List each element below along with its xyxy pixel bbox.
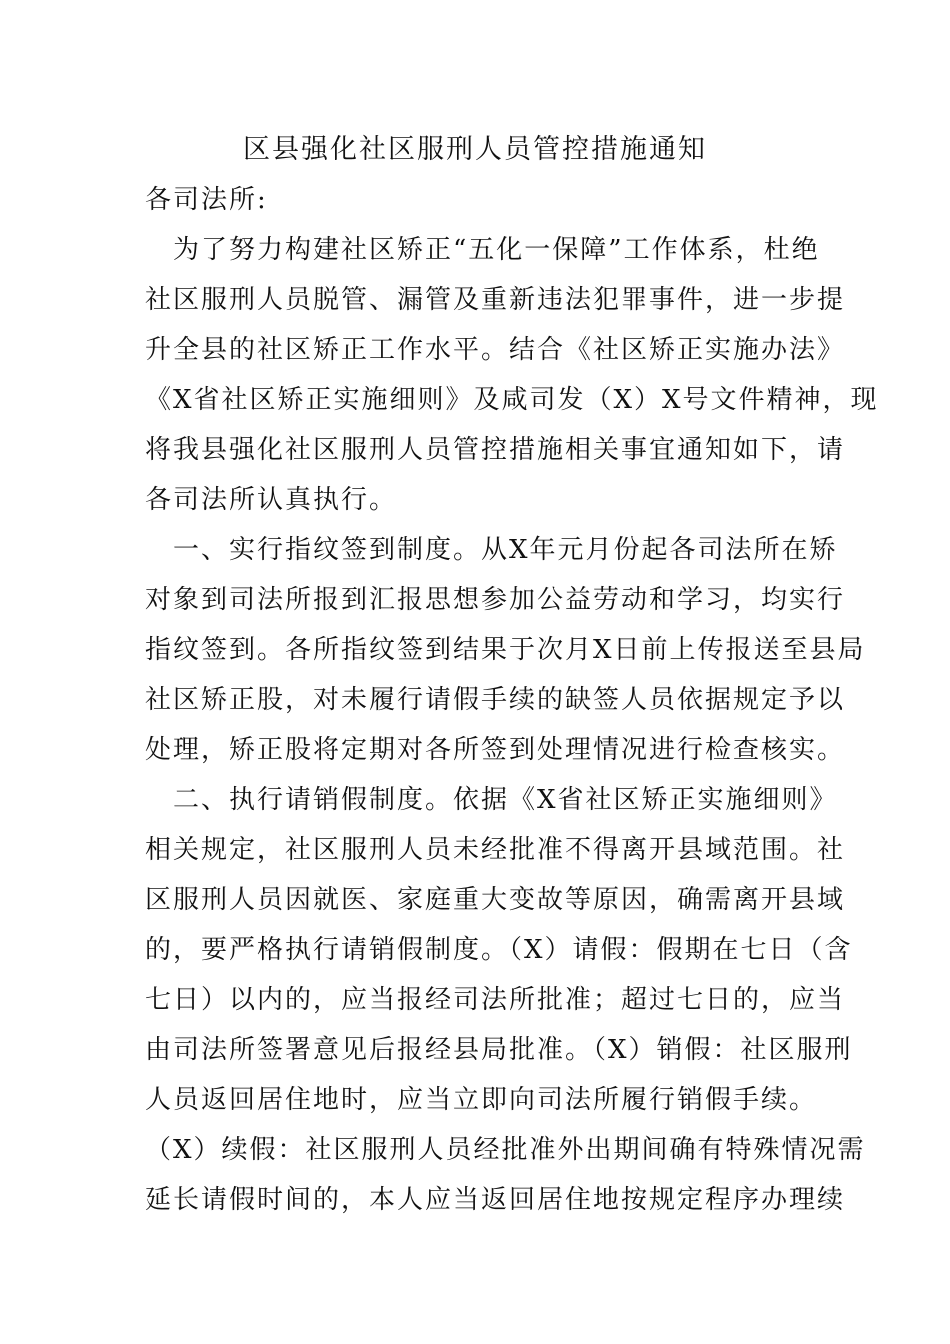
section-2-line-4: 的，要严格执行请销假制度。（X）请假：假期在七日（含: [145, 935, 853, 965]
section-1-line-2: 对象到司法所报到汇报思想参加公益劳动和学习，均实行: [145, 585, 846, 615]
section-2-line-3: 区服刑人员因就医、家庭重大变故等原因，确需离开县域: [145, 885, 846, 915]
body-line-6: 各司法所认真执行。: [145, 485, 398, 515]
section-2-line-5: 七日）以内的，应当报经司法所批准；超过七日的，应当: [145, 985, 846, 1015]
body-line-3: 升全县的社区矫正工作水平。结合《社区矫正实施办法》: [145, 335, 846, 365]
section-2-line-9: 延长请假时间的，本人应当返回居住地按规定程序办理续: [145, 1185, 846, 1215]
section-2-line-1: 二、执行请销假制度。依据《X省社区矫正实施细则》: [145, 785, 838, 815]
body-line-4: 《X省社区矫正实施细则》及咸司发（X）X号文件精神，现: [145, 385, 879, 415]
section-1-line-3: 指纹签到。各所指纹签到结果于次月X日前上传报送至县局: [145, 635, 866, 665]
body-line-1: 为了努力构建社区矫正“五化一保障”工作体系，杜绝: [145, 235, 820, 265]
section-1-line-4: 社区矫正股，对未履行请假手续的缺签人员依据规定予以: [145, 685, 846, 715]
body-line-5: 将我县强化社区服刑人员管控措施相关事宜通知如下，请: [145, 435, 846, 465]
document-title: 区县强化社区服刑人员管控措施通知: [243, 134, 707, 165]
body-line-2: 社区服刑人员脱管、漏管及重新违法犯罪事件，进一步提: [145, 285, 846, 315]
section-2-line-6: 由司法所签署意见后报经县局批准。（X）销假：社区服刑: [145, 1035, 853, 1065]
section-1-line-5: 处理，矫正股将定期对各所签到处理情况进行检查核实。: [145, 735, 846, 765]
section-1-line-1: 一、实行指纹签到制度。从X年元月份起各司法所在矫: [145, 535, 838, 565]
section-2-line-7: 人员返回居住地时，应当立即向司法所履行销假手续。: [145, 1085, 818, 1115]
section-2-line-8: （X）续假：社区服刑人员经批准外出期间确有特殊情况需: [145, 1135, 866, 1165]
section-2-line-2: 相关规定，社区服刑人员未经批准不得离开县域范围。社: [145, 835, 846, 865]
salutation-line: 各司法所:: [145, 185, 268, 215]
